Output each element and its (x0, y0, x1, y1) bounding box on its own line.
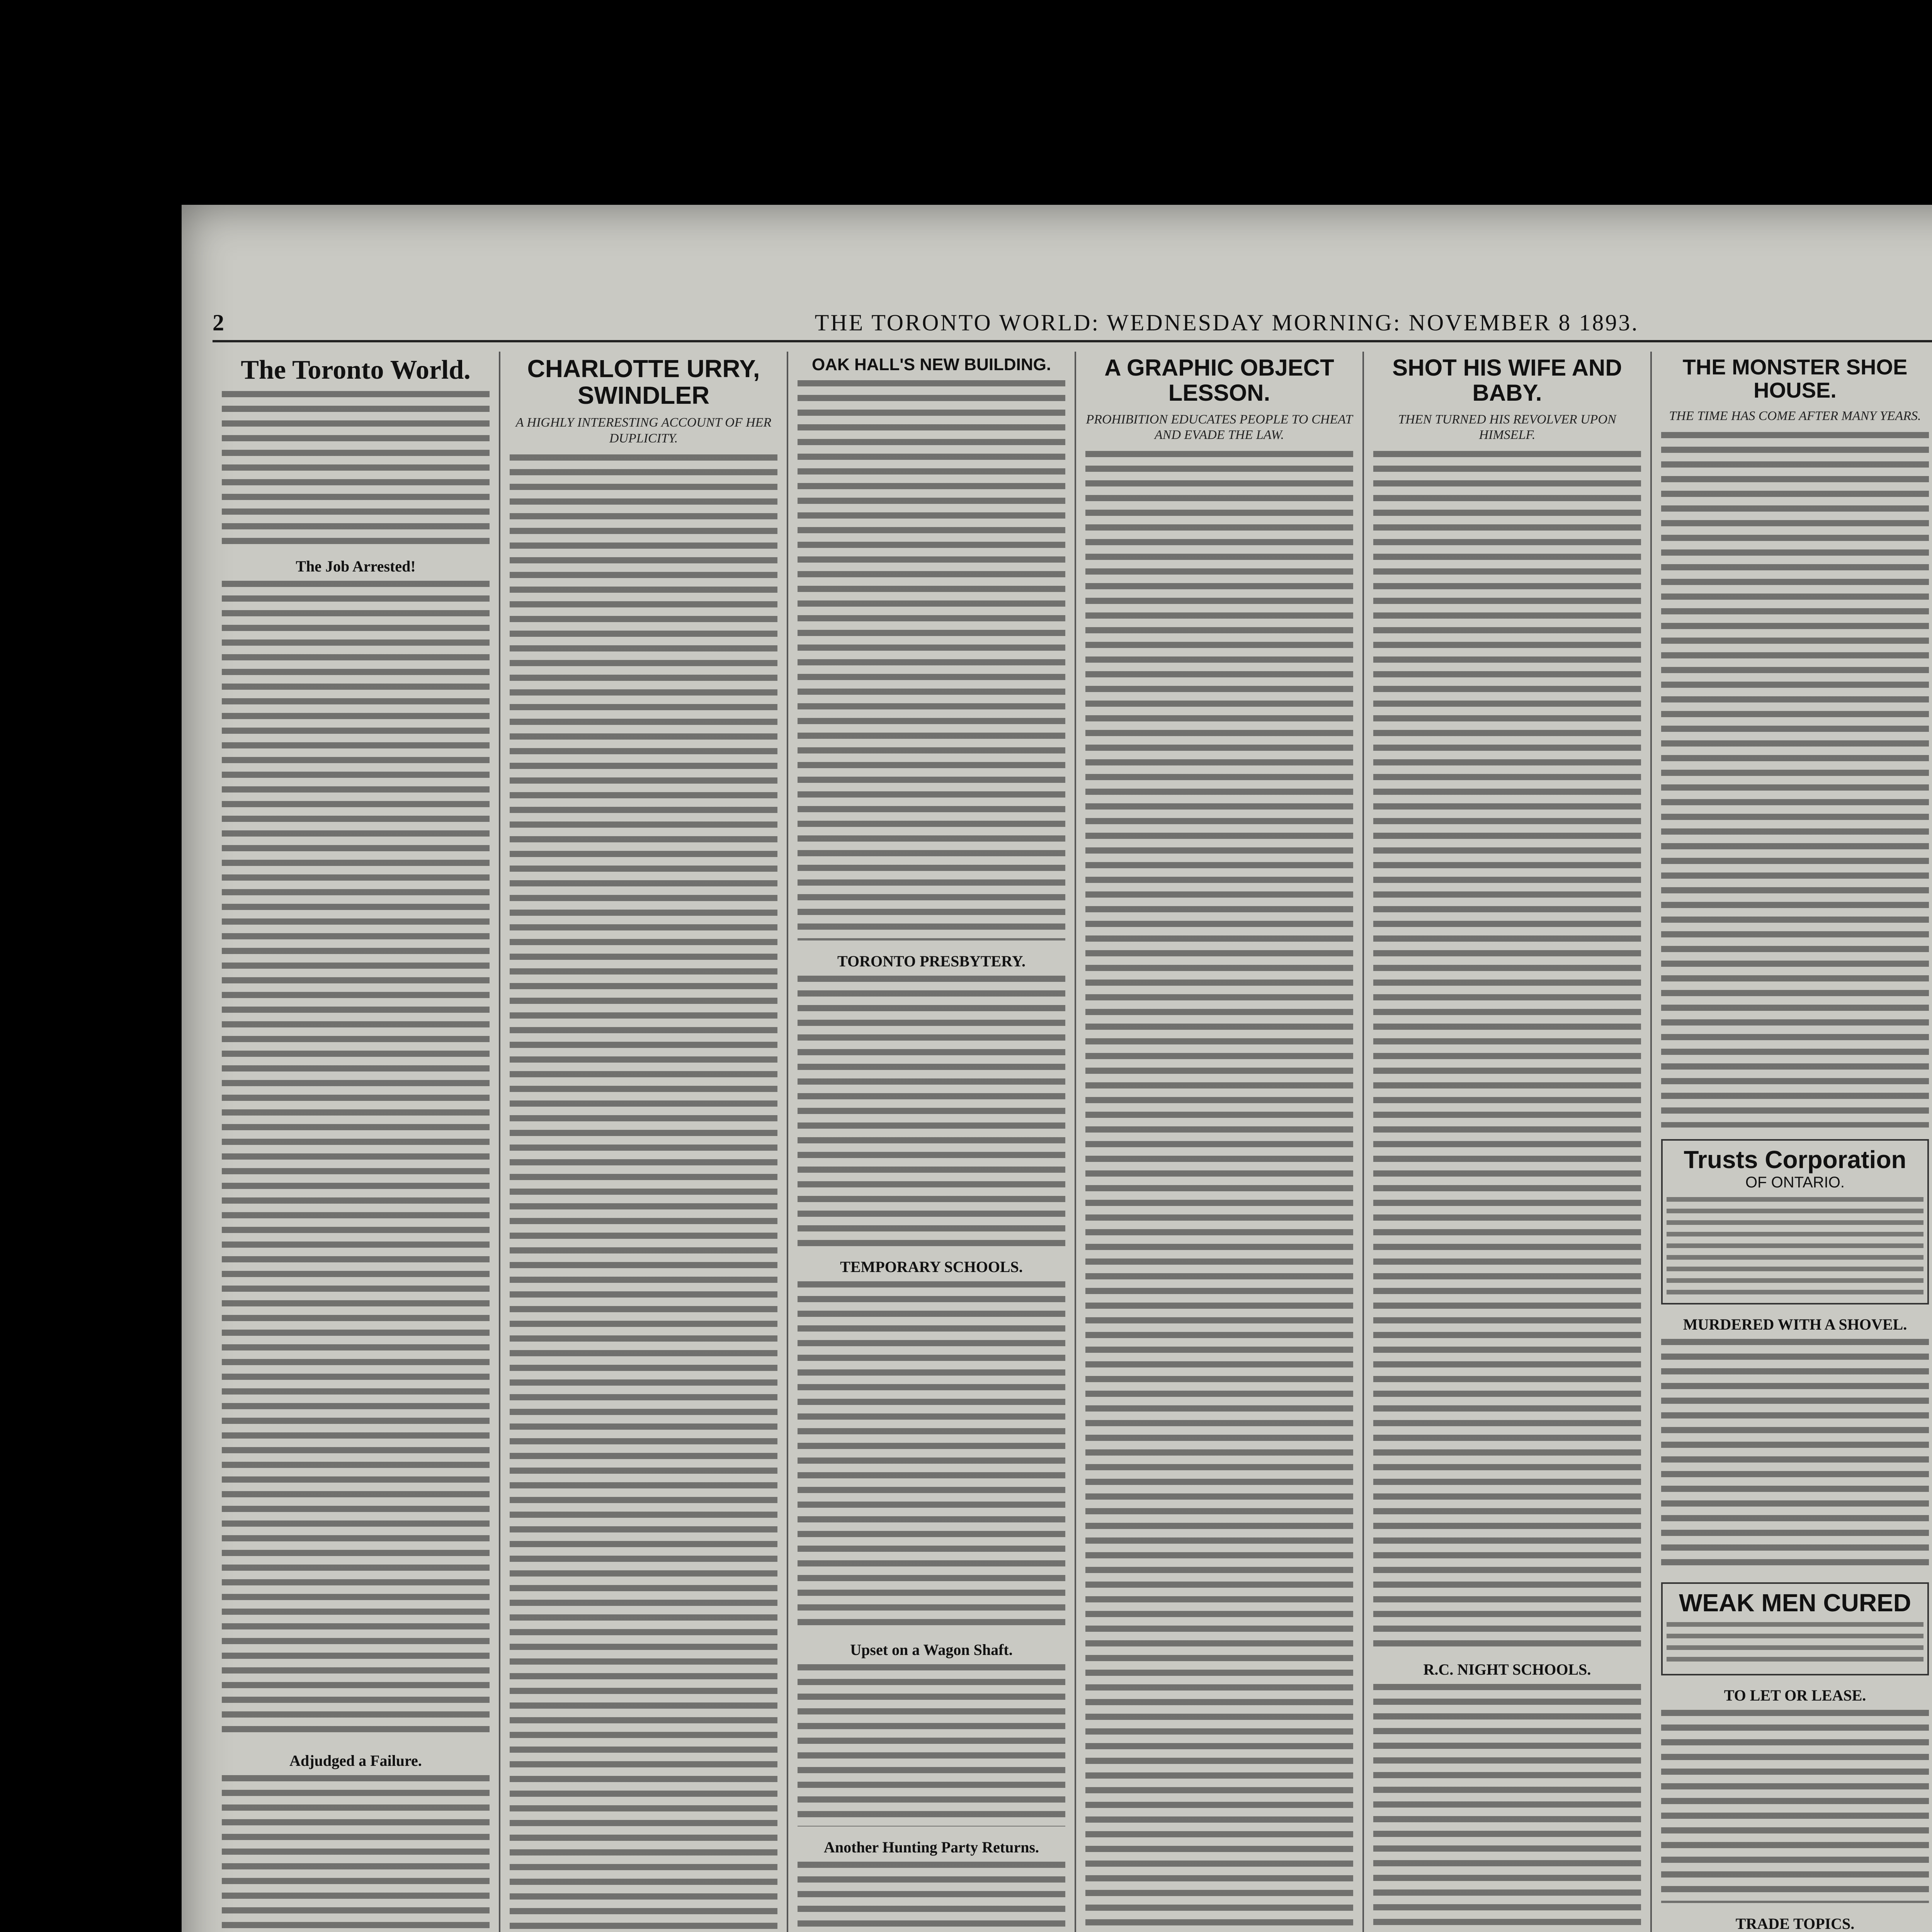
article-heading: TRADE TOPICS. (1735, 1915, 1855, 1932)
article-heading: Upset on a Wagon Shaft. (850, 1641, 1013, 1658)
headline: SHOT HIS WIFE AND BABY. (1392, 355, 1622, 406)
article-text (1661, 1710, 1929, 1903)
article-heading: Another Hunting Party Returns. (823, 1838, 1039, 1856)
article-text (1661, 1339, 1929, 1571)
article-text (222, 581, 490, 1740)
article-text (222, 1775, 490, 1932)
column-2 (500, 352, 788, 1932)
column-5 (1364, 352, 1652, 1932)
article-heading: The Job Arrested! (296, 557, 416, 575)
article-text (1373, 1684, 1641, 1932)
article-text (798, 1281, 1065, 1629)
article-text (1661, 432, 1929, 1128)
article-text (798, 1664, 1065, 1827)
column-3 (788, 352, 1076, 1932)
masthead (213, 305, 1932, 342)
headline: OAK HALL'S NEW BUILDING. (811, 355, 1051, 374)
subheadline: THE TIME HAS COME AFTER MANY YEARS. (1669, 408, 1921, 423)
subheadline: PROHIBITION EDUCATES PEOPLE TO CHEAT AND EVADE THE LAW. (1086, 412, 1353, 442)
headline: THE MONSTER SHOE HOUSE. (1682, 355, 1908, 403)
headline: A GRAPHIC OBJECT LESSON. (1104, 355, 1334, 406)
column-1 (213, 352, 500, 1932)
subheadline: THEN TURNED HIS REVOLVER UPON HIMSELF. (1398, 412, 1616, 442)
column-6 (1652, 352, 1932, 1932)
article-text (798, 380, 1065, 940)
article-heading: TORONTO PRESBYTERY. (837, 952, 1026, 970)
article-text (798, 976, 1065, 1246)
article-heading: R.C. NIGHT SCHOOLS. (1423, 1661, 1591, 1679)
columns (213, 352, 1932, 1932)
ad-trusts-corporation: Trusts Corporation OF ONTARIO. (1661, 1139, 1929, 1304)
article-text (510, 454, 777, 1932)
article-heading: MURDERED WITH A SHOVEL. (1683, 1316, 1907, 1333)
headline: CHARLOTTE URRY, SWINDLER (527, 355, 760, 410)
column-4 (1076, 352, 1364, 1932)
page-number: 2 (213, 310, 224, 335)
nameplate: The Toronto World. (241, 355, 471, 385)
article-text (1373, 451, 1641, 1649)
article-heading: TO LET OR LEASE. (1724, 1686, 1866, 1704)
article-text (1085, 451, 1353, 1932)
article-text (798, 1862, 1065, 1932)
article-text (222, 391, 490, 546)
article-heading: Adjudged a Failure. (289, 1752, 422, 1769)
ad-weak-men-cured: WEAK MEN CURED (1661, 1582, 1929, 1675)
paper-title-line: THE TORONTO WORLD: WEDNESDAY MORNING: NOVEMBER 8 1893. (815, 310, 1639, 335)
article-heading: TEMPORARY SCHOOLS. (840, 1258, 1023, 1276)
subheadline: A HIGHLY INTERESTING ACCOUNT OF HER DUPLICITY. (515, 415, 772, 446)
newspaper-page (182, 205, 1932, 1932)
